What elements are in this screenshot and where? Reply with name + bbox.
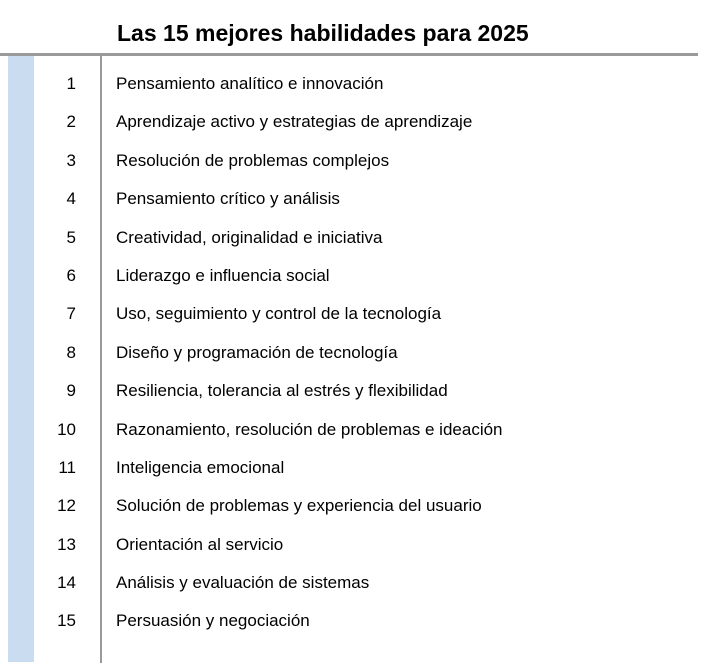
skill-label: Persuasión y negociación xyxy=(116,611,310,631)
list-item xyxy=(0,182,698,220)
list-item xyxy=(0,105,698,143)
list-item xyxy=(0,221,698,259)
rank-number: 12 xyxy=(57,496,76,516)
rank-number: 11 xyxy=(58,457,76,477)
list-item xyxy=(0,413,698,451)
list-item xyxy=(0,67,698,105)
list-item xyxy=(0,604,698,642)
list-item xyxy=(0,489,698,527)
skill-label: Resiliencia, tolerancia al estrés y flexibilidad xyxy=(116,381,448,401)
skill-label: Inteligencia emocional xyxy=(116,457,285,477)
skill-label: Solución de problemas y experiencia del usuario xyxy=(116,496,482,516)
rank-number: 6 xyxy=(66,265,76,285)
rank-number: 15 xyxy=(57,611,76,631)
page-title: Las 15 mejores habilidades para 2025 xyxy=(117,20,529,46)
list-item xyxy=(0,144,698,182)
rank-number: 9 xyxy=(66,381,76,401)
skill-label: Diseño y programación de tecnología xyxy=(116,342,398,362)
rank-number: 14 xyxy=(57,573,76,593)
list-item xyxy=(0,297,698,335)
rank-number: 4 xyxy=(66,189,76,209)
skill-label: Análisis y evaluación de sistemas xyxy=(116,573,370,593)
skill-label: Aprendizaje activo y estrategias de aprendizaje xyxy=(116,112,473,132)
list-item xyxy=(0,374,698,412)
list-item xyxy=(0,259,698,297)
list-item xyxy=(0,528,698,566)
rank-number: 13 xyxy=(57,534,76,554)
rank-number: 3 xyxy=(66,150,76,170)
list-item xyxy=(0,336,698,374)
rank-number: 1 xyxy=(66,74,76,93)
skill-label: Pensamiento analítico e innovación xyxy=(116,74,384,93)
rank-number: 2 xyxy=(66,112,76,132)
rank-number: 7 xyxy=(66,304,76,324)
list-item xyxy=(0,566,698,604)
rank-number: 8 xyxy=(66,342,76,362)
rank-number: 5 xyxy=(66,227,76,247)
skill-label: Creatividad, originalidad e iniciativa xyxy=(116,227,383,247)
skill-label: Uso, seguimiento y control de la tecnología xyxy=(116,304,442,324)
header-rule xyxy=(0,53,698,56)
skill-label: Liderazgo e influencia social xyxy=(116,265,330,285)
list-item xyxy=(0,451,698,489)
skill-label: Resolución de problemas complejos xyxy=(116,150,390,170)
skill-label: Pensamiento crítico y análisis xyxy=(116,189,340,209)
rank-number: 10 xyxy=(57,419,76,439)
skills-list xyxy=(0,67,698,643)
skill-label: Orientación al servicio xyxy=(116,534,284,554)
skill-label: Razonamiento, resolución de problemas e ideación xyxy=(116,419,503,439)
